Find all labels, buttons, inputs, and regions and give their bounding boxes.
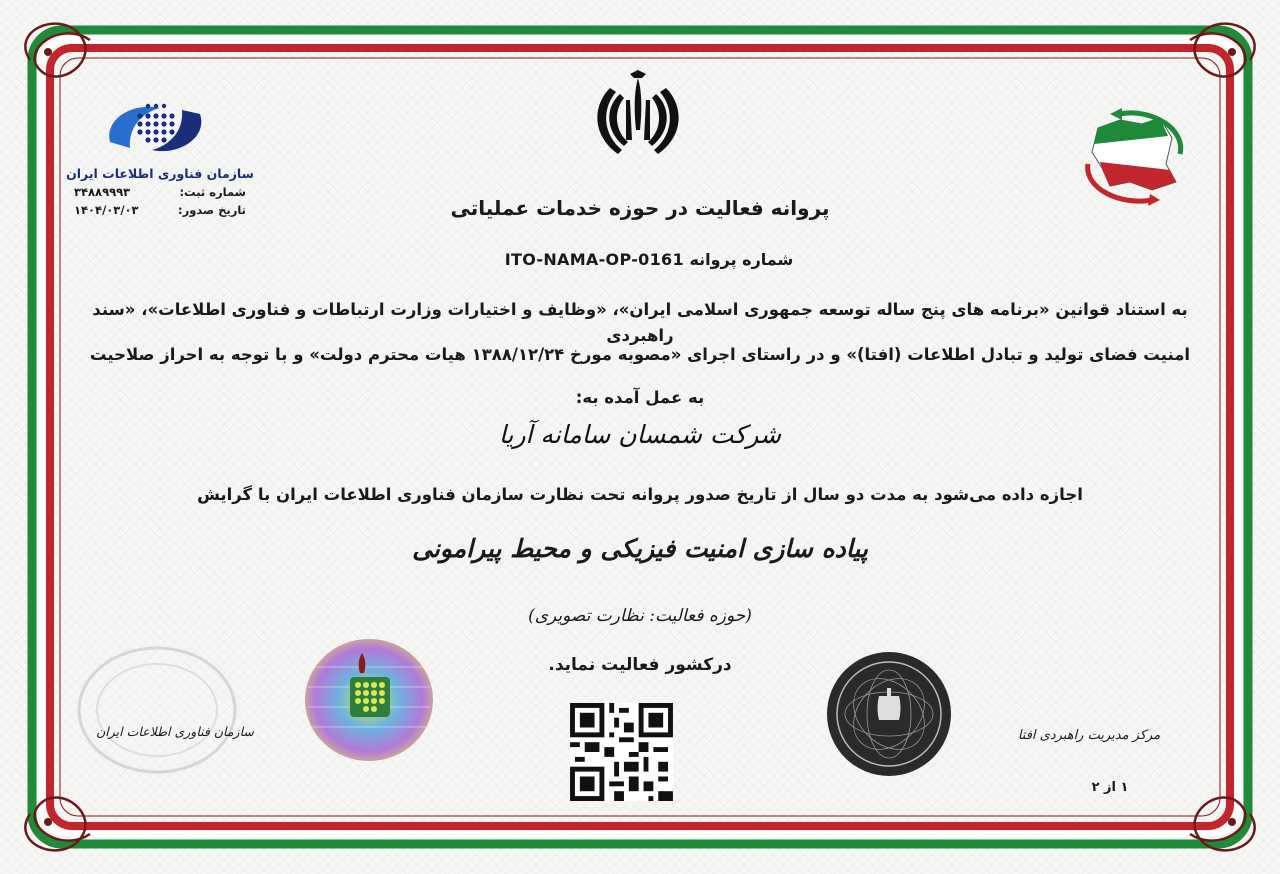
intro-line-3: به عمل آمده به: bbox=[575, 388, 705, 407]
map-logo-icon bbox=[1080, 108, 1190, 208]
ito-logo-icon bbox=[104, 98, 208, 160]
intro-line-2: امنیت فضای تولید و تبادل اطلاعات (افتا)» و در راستای اجرای «مصوبه مورخ ۱۳۸۸/۱۲/۲۴ هیات محترم دولت» و با توجه به احراز صلاحیت bbox=[89, 345, 1191, 364]
registration-number: ۳۴۸۸۹۹۹۳ bbox=[74, 185, 131, 199]
issue-date-label: تاریخ صدور: bbox=[178, 203, 246, 217]
registration-row bbox=[60, 185, 260, 199]
signature-left: سازمان فناوری اطلاعات ایران bbox=[96, 724, 254, 739]
license-number: ITO-NAMA-OP-0161 bbox=[504, 250, 684, 269]
registration-label: شماره ثبت: bbox=[179, 185, 246, 199]
country-text: درکشور فعالیت نماید. bbox=[548, 655, 732, 675]
activity-scope: (حوزه فعالیت: نظارت تصویری) bbox=[528, 606, 752, 626]
page-indicator: ۱ از ۲ bbox=[1091, 780, 1129, 795]
issue-date-value: ۱۴۰۴/۰۳/۰۳ bbox=[74, 203, 139, 217]
activity-field: پیاده سازی امنیت فیزیکی و محیط پیرامونی bbox=[412, 534, 868, 563]
signature-right: مرکز مدیریت راهبردی افتا bbox=[1017, 728, 1161, 743]
permission-text: اجازه داده می‌شود به مدت دو سال از تاریخ صدور پروانه تحت نظارت سازمان فناوری اطلاعات ایران با گرایش bbox=[197, 485, 1083, 504]
issue-date-row bbox=[60, 203, 260, 217]
embossed-seal-icon bbox=[72, 640, 242, 780]
license-number-label: شماره پروانه bbox=[689, 250, 794, 269]
intro-line-1: به استناد قوانین «برنامه های پنج ساله توسعه جمهوری اسلامی ایران»، «وظایف و اختیارات وزارت ارتباطات و فناوری اطلاعات»، «سند راهبردی bbox=[92, 300, 1188, 345]
license-number-row bbox=[380, 250, 900, 269]
company-name: شرکت شمسان سامانه آریا bbox=[498, 420, 782, 449]
certificate-title: پروانه فعالیت در حوزه خدمات عملیاتی bbox=[450, 196, 830, 220]
hologram-seal-icon bbox=[302, 637, 436, 763]
issuer-block bbox=[60, 166, 260, 217]
stamp-seal-icon bbox=[825, 650, 953, 778]
iran-emblem-icon bbox=[590, 70, 686, 156]
issuer-org-name: سازمان فناوری اطلاعات ایران bbox=[66, 166, 254, 181]
qr-code-icon bbox=[570, 703, 673, 801]
